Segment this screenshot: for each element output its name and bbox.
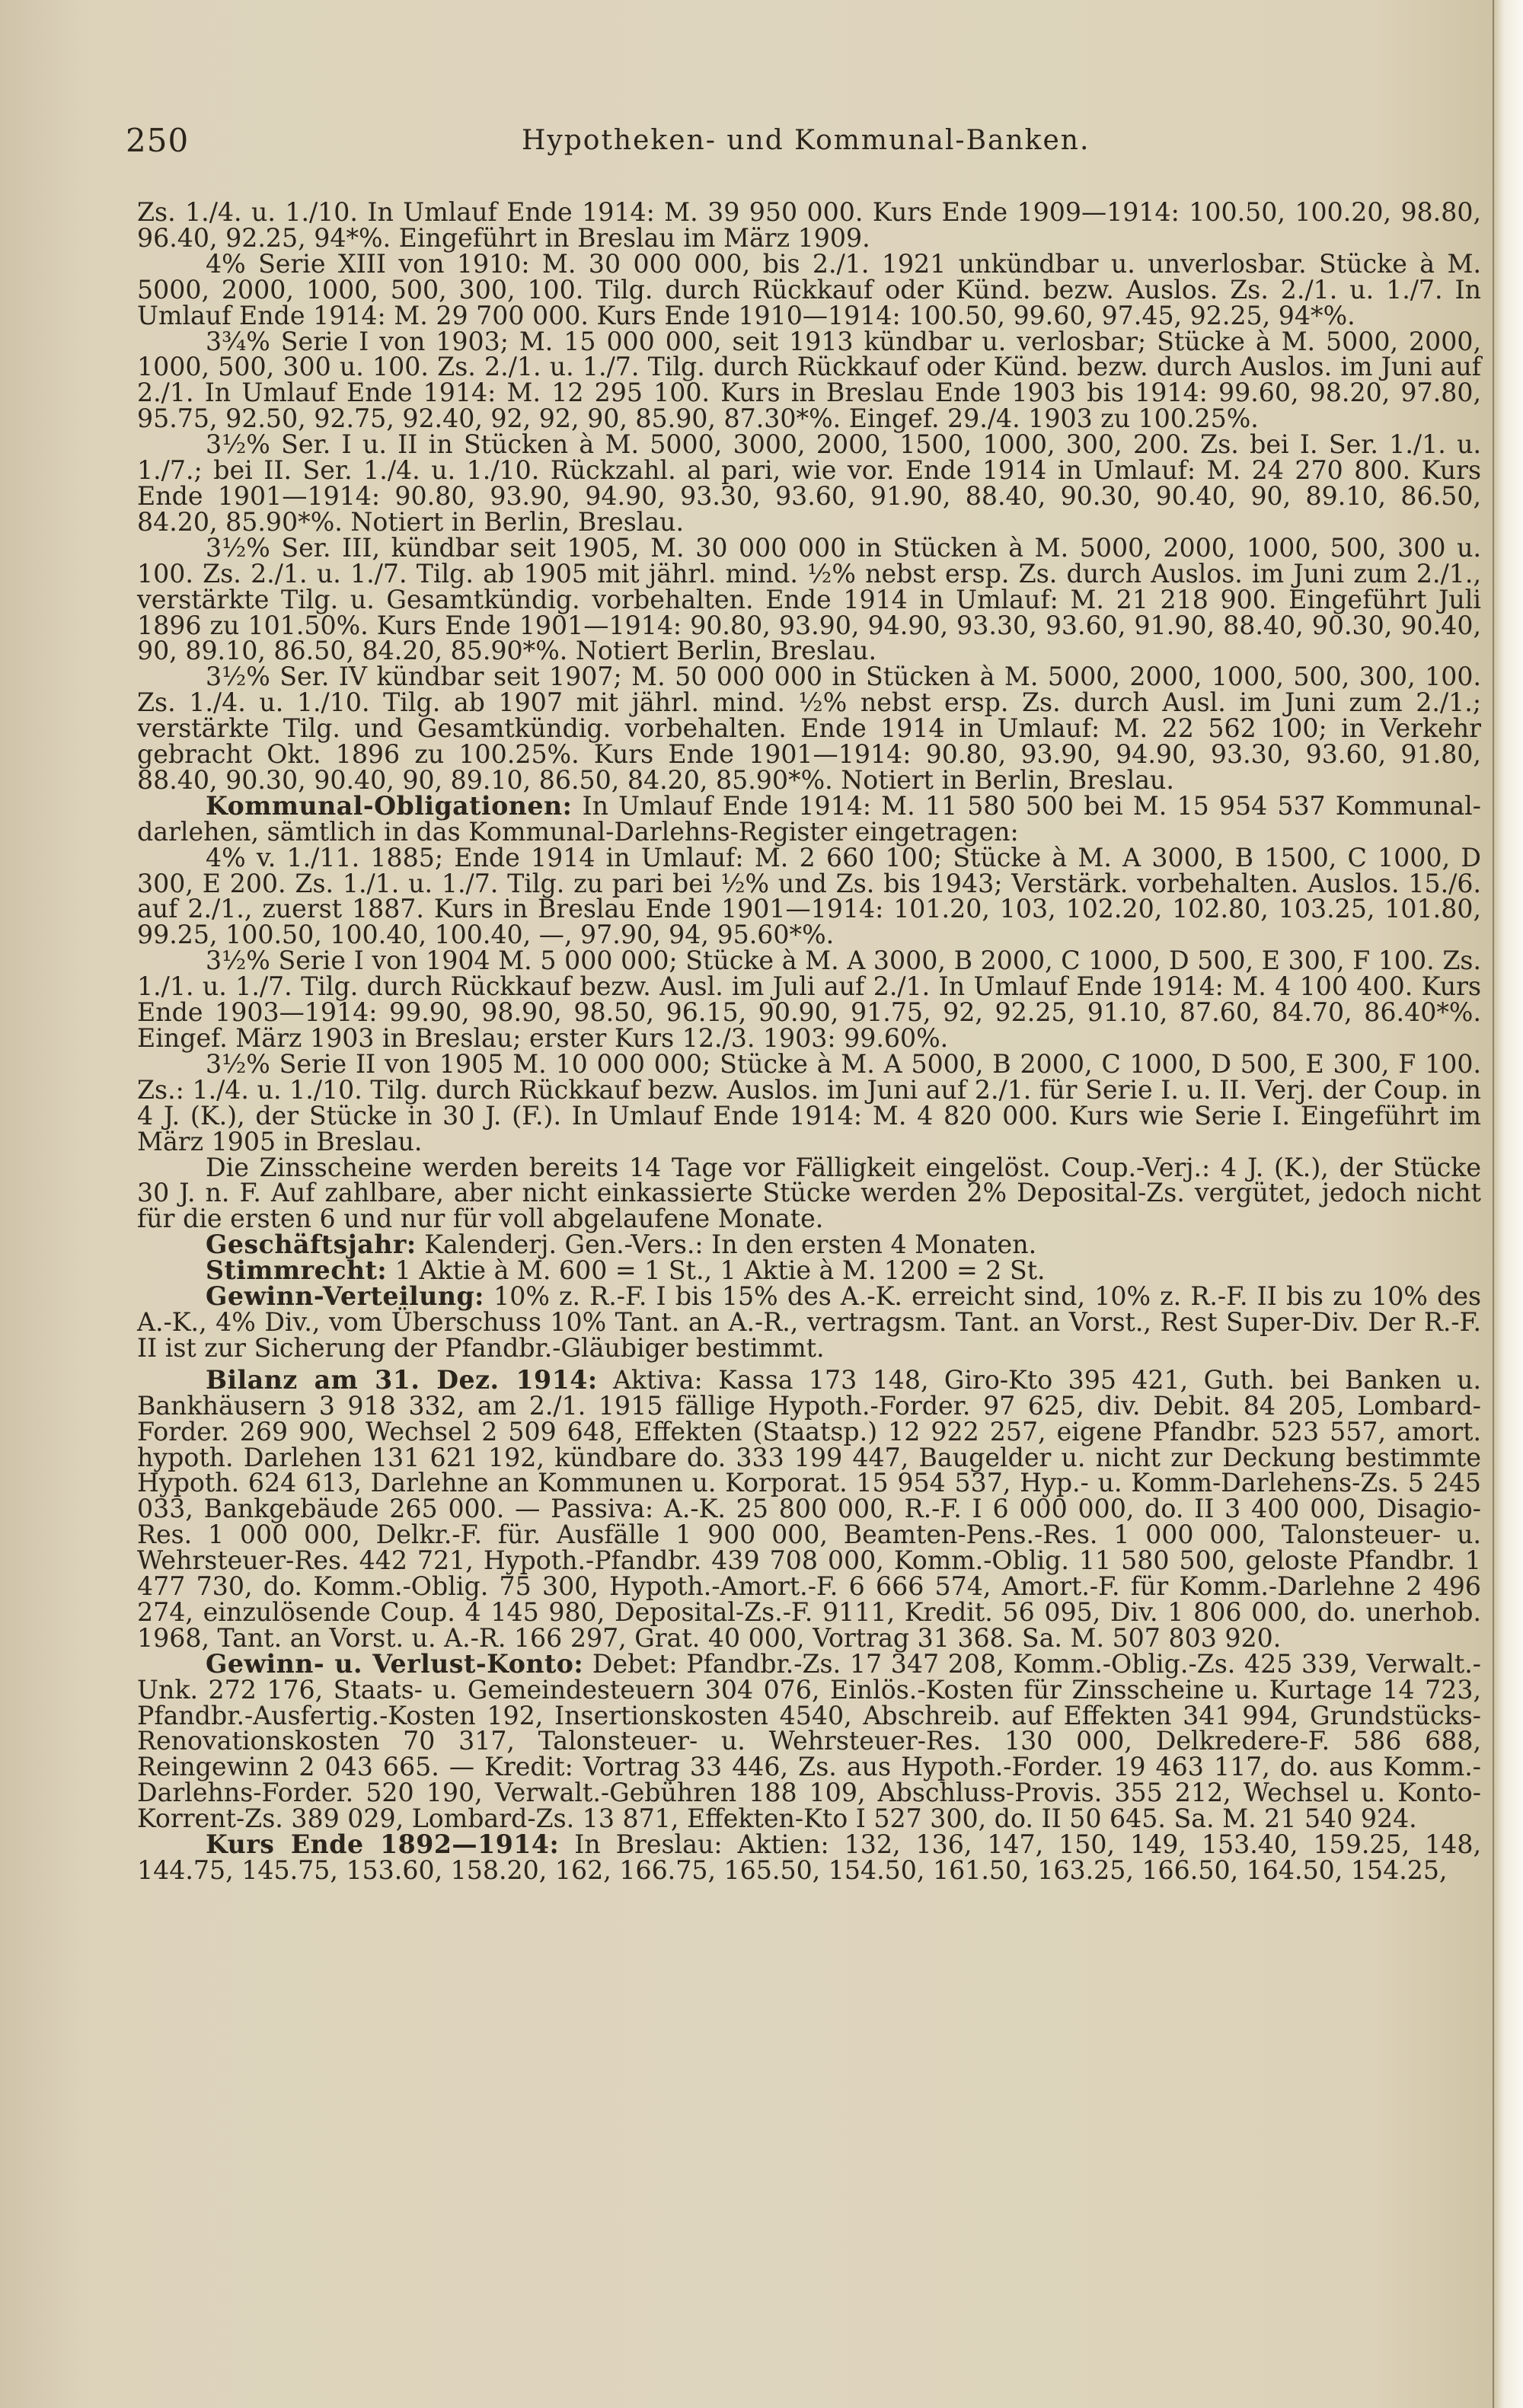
paragraph-kommunal-serie-ii — [137, 1048, 1481, 1156]
paragraph-series-xiii — [137, 248, 1481, 330]
paragraph-kommunal-obligationen — [137, 790, 1481, 847]
paragraph-text: 3½% Ser. IV kündbar seit 1907; M. 50 000 000 in Stücken à M. 5000, 2000, 1000, 500, 300, 100. Zs. 1./4. u. 1./10. Tilg. ab 1907 mit jährl. mind. ½% nebst ersp. Zs. durch Ausl. im Juni zum 2./1.; verstärkte Tilg. und Gesamtkündig. vorbehalten. Ende 1914 in Umlauf: M. 22 562 100; in Verkehr gebracht Okt. 1896 zu 100.25%. Kurs Ende 1901—1914: 90.80, 93.90, 94.90, 93.30, 93.60, 91.80, 88.40, 90.30, 90.40, 90, 89.10, 86.50, 84.20, 85.90*%. Notiert in Berlin, Breslau. — [137, 662, 1481, 795]
paragraph-bonds-series-xii-tail — [137, 199, 1481, 251]
paragraph-text: 3½% Serie II von 1905 M. 10 000 000; Stücke à M. A 5000, B 2000, C 1000, D 500, E 300, F 100. Zs.: 1./4. u. 1./10. Tilg. durch Rückkauf bezw. Auslos. im Juni auf 2./1. für Serie I. u. II. Verj. der Coup. in 4 J. (K.), der Stücke in 30 J. (F.). In Umlauf Ende 1914: M. 4 820 000. Kurs wie Serie I. Eingeführt im März 1905 in Breslau. — [137, 1048, 1481, 1156]
paragraph-text: 4% Serie XIII von 1910: M. 30 000 000, bis 2./1. 1921 unkündbar u. unverlosbar. Stücke à M. 5000, 2000, 1000, 500, 300, 100. Tilg. durch Rückkauf oder Künd. bezw. Auslos. Zs. 2./1. u. 1./7. In Umlauf Ende 1914: M. 29 700 000. Kurs Ende 1910—1914: 100.50, 99.60, 97.45, 92.25, 94*%. — [137, 248, 1481, 330]
paragraph-text: 4% v. 1./11. 1885; Ende 1914 in Umlauf: M. 2 660 100; Stücke à M. A 3000, B 1500, C 1000, D 300, E 200. Zs. 1./1. u. 1./7. Tilg. zu pari bei ½% und Zs. bis 1943; Verstärk. vorbehalten. Auslos. 15./6. auf 2./1., zuerst 1887. Kurs in Breslau Ende 1901—1914: 101.20, 103, 102.20, 102.80, 103.25, 101.80, 99.25, 100.50, 100.40, 100.40, —, 97.90, 94, 95.60*%. — [137, 842, 1481, 950]
paragraph-series-i-ii — [137, 429, 1481, 537]
page-header — [126, 122, 1489, 167]
section-label: Gewinn- u. Verlust-Konto: — [206, 1648, 584, 1679]
paragraph-kurs — [137, 1829, 1481, 1885]
paragraph-text: 1 Aktie à M. 600 = 1 St., 1 Aktie à M. 1200 = 2 St. — [387, 1255, 1046, 1286]
paragraph-text: 3½% Serie I von 1904 M. 5 000 000; Stücke à M. A 3000, B 2000, C 1000, D 500, E 300, F 100. Zs. 1./1. u. 1./7. Tilg. durch Rückkauf bezw. Ausl. im Juli auf 2./1. In Umlauf Ende 1914: M. 4 100 400. Kurs Ende 1903—1914: 99.90, 98.90, 98.50, 96.15, 90.90, 91.75, 92, 92.25, 91.10, 87.60, 84.70, 86.40*%. Eingef. März 1903 in Breslau; erster Kurs 12./3. 1903: 99.60%. — [137, 946, 1481, 1053]
paragraph-geschaeftsjahr — [137, 1232, 1481, 1258]
paragraph-text: 10% z. R.-F. I bis 15% des A.-K. erreicht sind, 10% z. R.-F. II bis zu 10% des A.-K., 4% Div., vom Überschuss 10% Tant. an A.-R., vertragsm. Tant. an Vorst., Rest Super-Div. Der R.-F. II ist zur Sicherung der Pfandbr.-Gläubiger bestimmt. — [137, 1281, 1481, 1363]
section-label: Kurs Ende 1892—1914: — [206, 1829, 560, 1860]
paragraph-gewinn-verteilung — [137, 1281, 1481, 1363]
paragraph-text: 3½% Ser. I u. II in Stücken à M. 5000, 3000, 2000, 1500, 1000, 300, 200. Zs. bei I. Ser. 1./1. u. 1./7.; bei II. Ser. 1./4. u. 1./10. Rückzahl. al pari, wie vor. Ende 1914 in Umlauf: M. 24 270 800. Kurs Ende 1901—1914: 90.80, 93.90, 94.90, 93.30, 93.60, 91.90, 88.40, 90.30, 90.40, 90, 89.10, 86.50, 84.20, 85.90*%. Notiert in Berlin, Breslau. — [137, 429, 1481, 537]
body-text — [137, 199, 1481, 1883]
paragraph-text: 3½% Ser. III, kündbar seit 1905, M. 30 000 000 in Stücken à M. 5000, 2000, 1000, 500, 300 u. 100. Zs. 2./1. u. 1./7. Tilg. ab 1905 mit jährl. mind. ½% nebst ersp. Zs. durch Auslos. im Juni zum 2./1., verstärkte Tilg. u. Gesamtkündig. vorbehalten. Ende 1914 in Umlauf: M. 21 218 900. Eingeführt Juli 1896 zu 101.50%. Kurs Ende 1901—1914: 90.80, 93.90, 94.90, 93.30, 93.60, 91.90, 88.40, 90.30, 90.40, 90, 89.10, 86.50, 84.20, 85.90*%. Notiert Berlin, Breslau. — [137, 532, 1481, 666]
paragraph-kommunal-serie-i — [137, 948, 1481, 1051]
section-label: Gewinn-Verteilung: — [206, 1281, 484, 1312]
page-edge — [1493, 0, 1523, 2408]
paragraph-text: Debet: Pfandbr.-Zs. 17 347 208, Komm.-Oblig.-Zs. 425 339, Verwalt.-Unk. 272 176, Staats- u. Gemeindesteuern 304 076, Einlös.-Kosten für Zinsscheine u. Kurtage 14 723, Pfandbr.-Ausfertig.-Kosten 192, Insertionskosten 4540, Abschreib. auf Effekten 341 994, Grundstücks-Renovationskosten 70 317, Talonsteuer- u. Wehrsteuer-Res. 130 000, Delkredere-F. 586 688, Reingewinn 2 043 665. — Kredit: Vortrag 33 446, Zs. aus Hypoth.-Forder. 19 463 117, do. aus Komm.-Darlehns-Forder. 520 190, Verwalt.-Gebühren 188 109, Abschluss-Provis. 355 212, Wechsel u. Konto-Korrent-Zs. 389 029, Lombard-Zs. 13 871, Effekten-Kto I 527 300, do. II 50 645. Sa. M. 21 540 924. — [137, 1648, 1481, 1834]
paragraph-text: In Umlauf Ende 1914: M. 11 580 500 bei M. 15 954 537 Kommunal-darlehen, sämtlich in das Kommunal-Darlehns-Register eingetragen: — [137, 790, 1481, 847]
paragraph-text: 3¾% Serie I von 1903; M. 15 000 000, seit 1913 kündbar u. verlosbar; Stücke à M. 5000, 2000, 1000, 500, 300 u. 100. Zs. 2./1. u. 1./7. Tilg. durch Rückkauf oder Künd. bezw. durch Auslos. im Juni auf 2./1. In Umlauf Ende 1914: M. 12 295 100. Kurs in Breslau Ende 1903 bis 1914: 99.60, 98.20, 97.80, 95.75, 92.50, 92.75, 92.40, 92, 92, 90, 85.90, 87.30*%. Eingef. 29./4. 1903 zu 100.25%. — [137, 326, 1481, 434]
paragraph-zinsscheine — [137, 1152, 1481, 1234]
paragraph-text: In Breslau: Aktien: 132, 136, 147, 150, 149, 153.40, 159.25, 148, 144.75, 145.75, 153.60, 158.20, 162, 166.75, 165.50, 154.50, 161.50, 163.25, 166.50, 164.50, 154.25, — [137, 1829, 1481, 1885]
section-label: Kommunal-Obligationen: — [206, 790, 573, 821]
page-number: 250 — [126, 122, 190, 159]
paragraph-series-iii — [137, 532, 1481, 666]
section-label: Stimmrecht: — [206, 1255, 388, 1286]
paragraph-text: Zs. 1./4. u. 1./10. In Umlauf Ende 1914: M. 39 950 000. Kurs Ende 1909—1914: 100.50, 100.20, 98.80, 96.40, 92.25, 94*%. Eingeführt in Breslau im März 1909. — [137, 197, 1481, 253]
paragraph-gewinn-verlust — [137, 1648, 1481, 1834]
paragraph-text: Kalenderj. Gen.-Vers.: In den ersten 4 Monaten. — [416, 1230, 1037, 1260]
paragraph-kommunal-1885 — [137, 842, 1481, 950]
paragraph-stimmrecht — [137, 1255, 1481, 1286]
paragraph-text: Die Zinsscheine werden bereits 14 Tage vor Fälligkeit eingelöst. Coup.-Verj.: 4 J. (K.), der Stücke 30 J. n. F. Auf zahlbare, aber nicht einkassierte Stücke werden 2% Deposital-Zs. vergütet, jedoch nicht für die ersten 6 und nur für voll abgelaufene Monate. — [137, 1152, 1481, 1234]
running-title: Hypotheken- und Kommunal-Banken. — [522, 125, 1090, 156]
paragraph-text: Aktiva: Kassa 173 148, Giro-Kto 395 421, Guth. bei Banken u. Bankhäusern 3 918 332, am 2./1. 1915 fällige Hypoth.-Forder. 97 625, div. Debit. 84 205, Lombard-Forder. 269 900, Wechsel 2 509 648, Effekten (Staatsp.) 12 922 257, eigene Pfandbr. 523 557, amort. hypoth. Darlehen 131 621 192, kündbare do. 333 199 447, Baugelder u. nicht zur Deckung bestimmte Hypoth. 624 613, Darlehne an Kommunen u. Korporat. 15 954 537, Hyp.- u. Komm-Darlehens-Zs. 5 245 033, Bankgebäude 265 000. — Passiva: A.-K. 25 800 000, R.-F. I 6 000 000, do. II 3 400 000, Disagio-Res. 1 000 000, Delkr.-F. für. Ausfälle 1 900 000, Beamten-Pens.-Res. 1 000 000, Talonsteuer- u. Wehrsteuer-Res. 442 721, Hypoth.-Pfandbr. 439 708 000, Komm.-Oblig. 11 580 500, geloste Pfandbr. 1 477 730, do. Komm.-Oblig. 75 300, Hypoth.-Amort.-F. 6 666 574, Amort.-F. für Komm.-Darlehne 2 496 274, einzulösende Coup. 4 145 980, Deposital-Zs.-F. 9111, Kredit. 56 095, Div. 1 806 000, do. unerhob. 1968, Tant. an Vorst. u. A.-R. 166 297, Grat. 40 000, Vortrag 31 368. Sa. M. 507 803 920. — [137, 1364, 1481, 1653]
paragraph-series-i-1903 — [137, 326, 1481, 434]
paragraph-bilanz — [137, 1364, 1481, 1653]
section-label: Bilanz am 31. Dez. 1914: — [206, 1364, 598, 1395]
paragraph-series-iv — [137, 664, 1481, 793]
section-label: Geschäftsjahr: — [206, 1230, 417, 1260]
